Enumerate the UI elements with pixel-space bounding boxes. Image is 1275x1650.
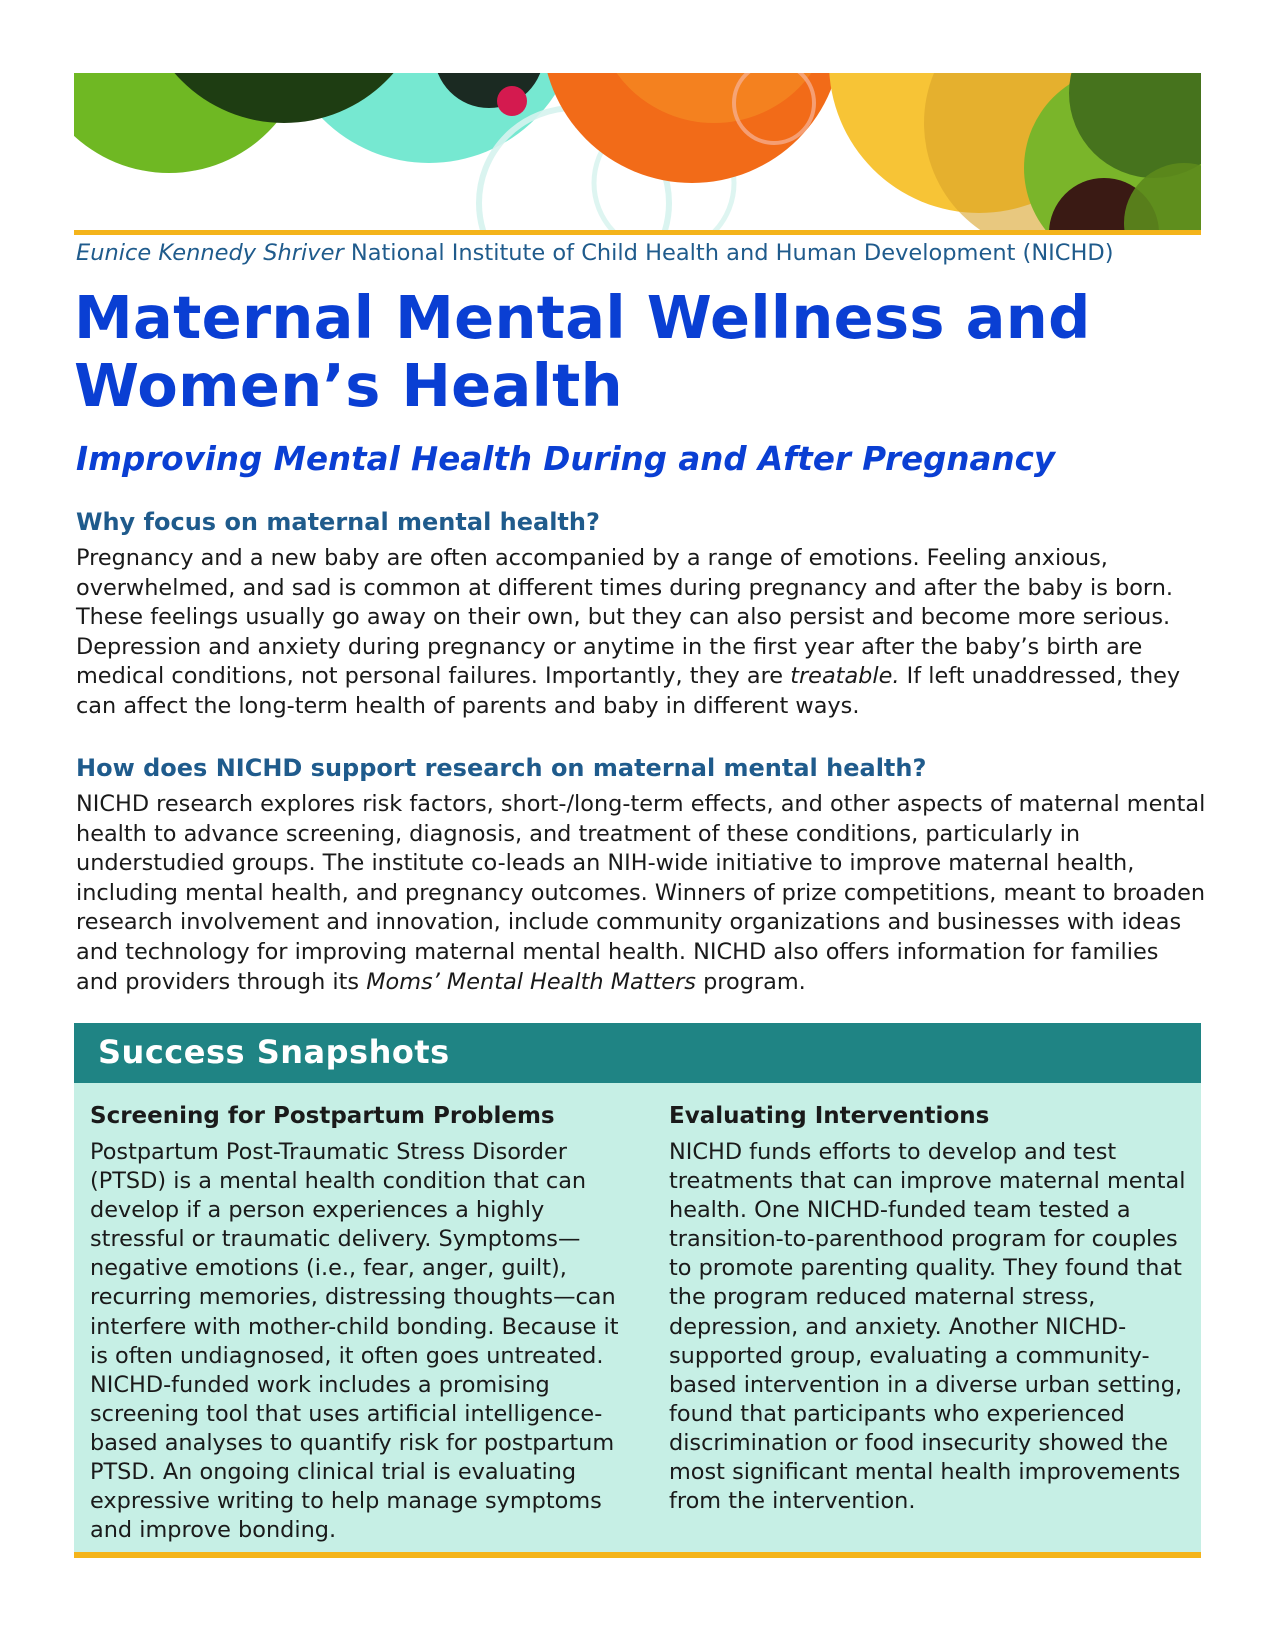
snapshot-text-screening: Postpartum Post-Traumatic Stress Disorder (PTSD) is a mental health condition that can develop if a person experiences a highly stressful or traumatic delivery. Symptoms—negative emotions (i.e., fear, anger, guilt), recurring memories, distressing thoughts—can interfere with mother-child bonding. Because it is often undiagnosed, it often goes untreated. NICHD-funded work includes a promising screening tool that uses artificial intelligence-based analyses to quantify risk for postpartum PTSD. An ongoing clinical trial is evaluating expressive writing to help manage symptoms and improve bonding. (90, 1139, 619, 1544)
snapshot-interventions (669, 1103, 1189, 1516)
gold-bottom-rule (74, 1552, 1201, 1558)
section-body-nichd-support (76, 790, 1206, 997)
snapshot-screening (90, 1103, 630, 1545)
program-name: Moms’ Mental Health Matters (366, 968, 696, 995)
body-emphasis: treatable. (790, 663, 900, 690)
snapshot-text-interventions: NICHD funds efforts to develop and test treatments that can improve maternal mental health. One NICHD-funded team tested a transition-to-parenthood program for couples to promote parenting quality. They found that the program reduced maternal stress, depression, and anxiety. Another NICHD-supported group, evaluating a community-based intervention in a diverse urban setting, found that participants who experienced discrimination or food insecurity showed the most significant mental health improvements from the intervention. (669, 1139, 1186, 1515)
body-text: program. (695, 968, 806, 995)
gold-divider (74, 230, 1201, 235)
page-title (74, 284, 1091, 420)
section-heading-nichd-support: How does NICHD support research on maternal mental health? (76, 754, 927, 782)
colored-circles-graphic (74, 73, 1201, 230)
page-subtitle: Improving Mental Health During and After Pregnancy (76, 440, 1056, 478)
success-snapshots-title: Success Snapshots (98, 1033, 450, 1071)
decorative-banner (74, 73, 1201, 230)
title-line-2: Women’s Health (74, 351, 623, 420)
section-heading-why-focus: Why focus on maternal mental health? (76, 508, 600, 536)
institute-name (76, 240, 1114, 266)
institute-name-rest: National Institute of Child Health and Human Development (NICHD) (343, 240, 1114, 266)
snapshot-heading-screening: Screening for Postpartum Problems (90, 1103, 555, 1129)
snapshot-heading-interventions: Evaluating Interventions (669, 1103, 990, 1129)
section-body-why-focus (76, 544, 1206, 722)
body-text: If left unaddressed, they can affect the long-term health of parents and baby in different ways. (76, 663, 1181, 719)
body-text: Pregnancy and a new baby are often accompanied by a range of emotions. Feeling anxious, overwhelmed, and sad is common at different times during pregnancy and after the baby is born. These feelings usually go away on their own, but they can also persist and become more serious. Depression and anxiety during pregnancy or anytime in the first year after the baby’s birth are medical conditions, not personal failures. Importantly, they are (76, 545, 1174, 690)
institute-name-italic: Eunice Kennedy Shriver (76, 240, 344, 266)
title-line-1: Maternal Mental Wellness and (74, 283, 1091, 352)
success-snapshots-header (74, 1023, 1201, 1083)
body-text: NICHD research explores risk factors, short-/long-term effects, and other aspects of maternal mental health to advance screening, diagnosis, and treatment of these conditions, particularly in understudied groups. The institute co-leads an NIH-wide initiative to improve maternal health, including mental health, and pregnancy outcomes. Winners of prize competitions, meant to broaden research involvement and innovation, include community organizations and businesses with ideas and technology for improving maternal mental health. NICHD also offers information for families and providers through its (76, 791, 1206, 995)
